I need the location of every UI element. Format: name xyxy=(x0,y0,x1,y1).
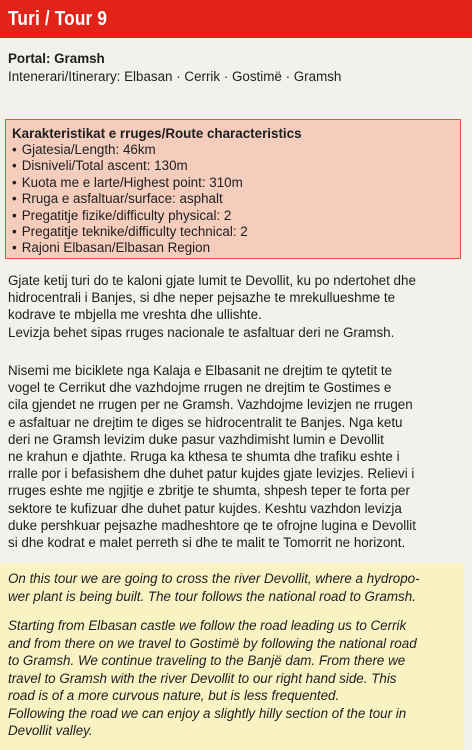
route-item-length: • Gjatesia/Length: 46km xyxy=(12,142,460,158)
route-item-ascent: • Disniveli/Total ascent: 130m xyxy=(12,158,460,174)
route-item-difficulty-physical: • Pregatitje fizike/difficulty physical: 2 xyxy=(12,208,460,224)
itinerary-label: Intenerari/Itinerary: Elbasan · Cerrik · Gostimë · Gramsh xyxy=(8,69,342,84)
english-description-paragraph: Starting from Elbasan castle we follow the road leading us to Cerrik and from there on we travel to Gostimë by following the national road to Gramsh. We continue traveling to the Banjë dam. From there we travel to Gramsh with the river Devollit to our right hand side. This road is of a more curvous nature, but is less frequented. Following the road we can enjoy a slightly hilly section of the tour in Devollit valley. xyxy=(8,618,417,738)
albanian-description-paragraph: Nisemi me biciklete nga Kalaja e Elbasanit ne drejtim te qytetit te vogel te Cerrikut dhe vazhdojme rrugen ne drejtim te Gostimes e cila gjendet ne rrugen per ne Gramsh. Vazhdojme levizjen ne rrugen e asfaltuar ne drejtim te diges se hidrocentralit te Banjes. Nga ketu deri ne Gramsh levizim duke pasur vazhdimisht lumin e Devollit ne krahun e djathte. Rruga ka kthesa te shumta dhe trafiku eshte i rralle por i befasishem dhe duhet patur kujdes gjate levizjes. Relievi i rruges eshte me ngjitje e zbritje te shumta, shpesh teper te forta per sektore te kufizuar dhe duhet patur kujdes. Keshtu vazhdon levizja duke pershkuar pejsazhe madheshtore qe te ofrojne lugina e Devollit si dhe kodrat e malet perreth si dhe te malit te Tomorrit ne horizont. xyxy=(8,363,416,551)
route-characteristics-list xyxy=(12,142,460,257)
route-item-highest-point: • Kuota me e larte/Highest point: 310m xyxy=(12,175,460,191)
route-item-difficulty-technical: • Pregatitje teknike/difficulty technical: 2 xyxy=(12,224,460,240)
route-characteristics-box xyxy=(5,119,461,259)
portal-label: Portal: Gramsh xyxy=(8,51,105,66)
route-item-region: • Rajoni Elbasan/Elbasan Region xyxy=(12,240,460,256)
albanian-intro-paragraph: Gjate ketij turi do te kaloni gjate lumit te Devollit, ku po ndertohet dhe hidrocentrali i Banjes, si dhe neper pejsazhe te mrekullueshme te kodrave te mbjella me vreshta dhe ullishte. Levizja behet sipas rruges nacionale te asfaltuar deri ne Gramsh. xyxy=(8,273,416,340)
english-intro-paragraph: On this tour we are going to cross the river Devollit, where a hydropo- wer plant is being built. The tour follows the national road to Gramsh. xyxy=(8,571,420,604)
tour-header xyxy=(0,0,472,38)
route-characteristics-heading: Karakteristikat e rruges/Route characteristics xyxy=(12,126,302,141)
route-item-surface: • Rruga e asfaltuar/surface: asphalt xyxy=(12,191,460,207)
tour-title: Turi / Tour 9 xyxy=(8,7,108,30)
